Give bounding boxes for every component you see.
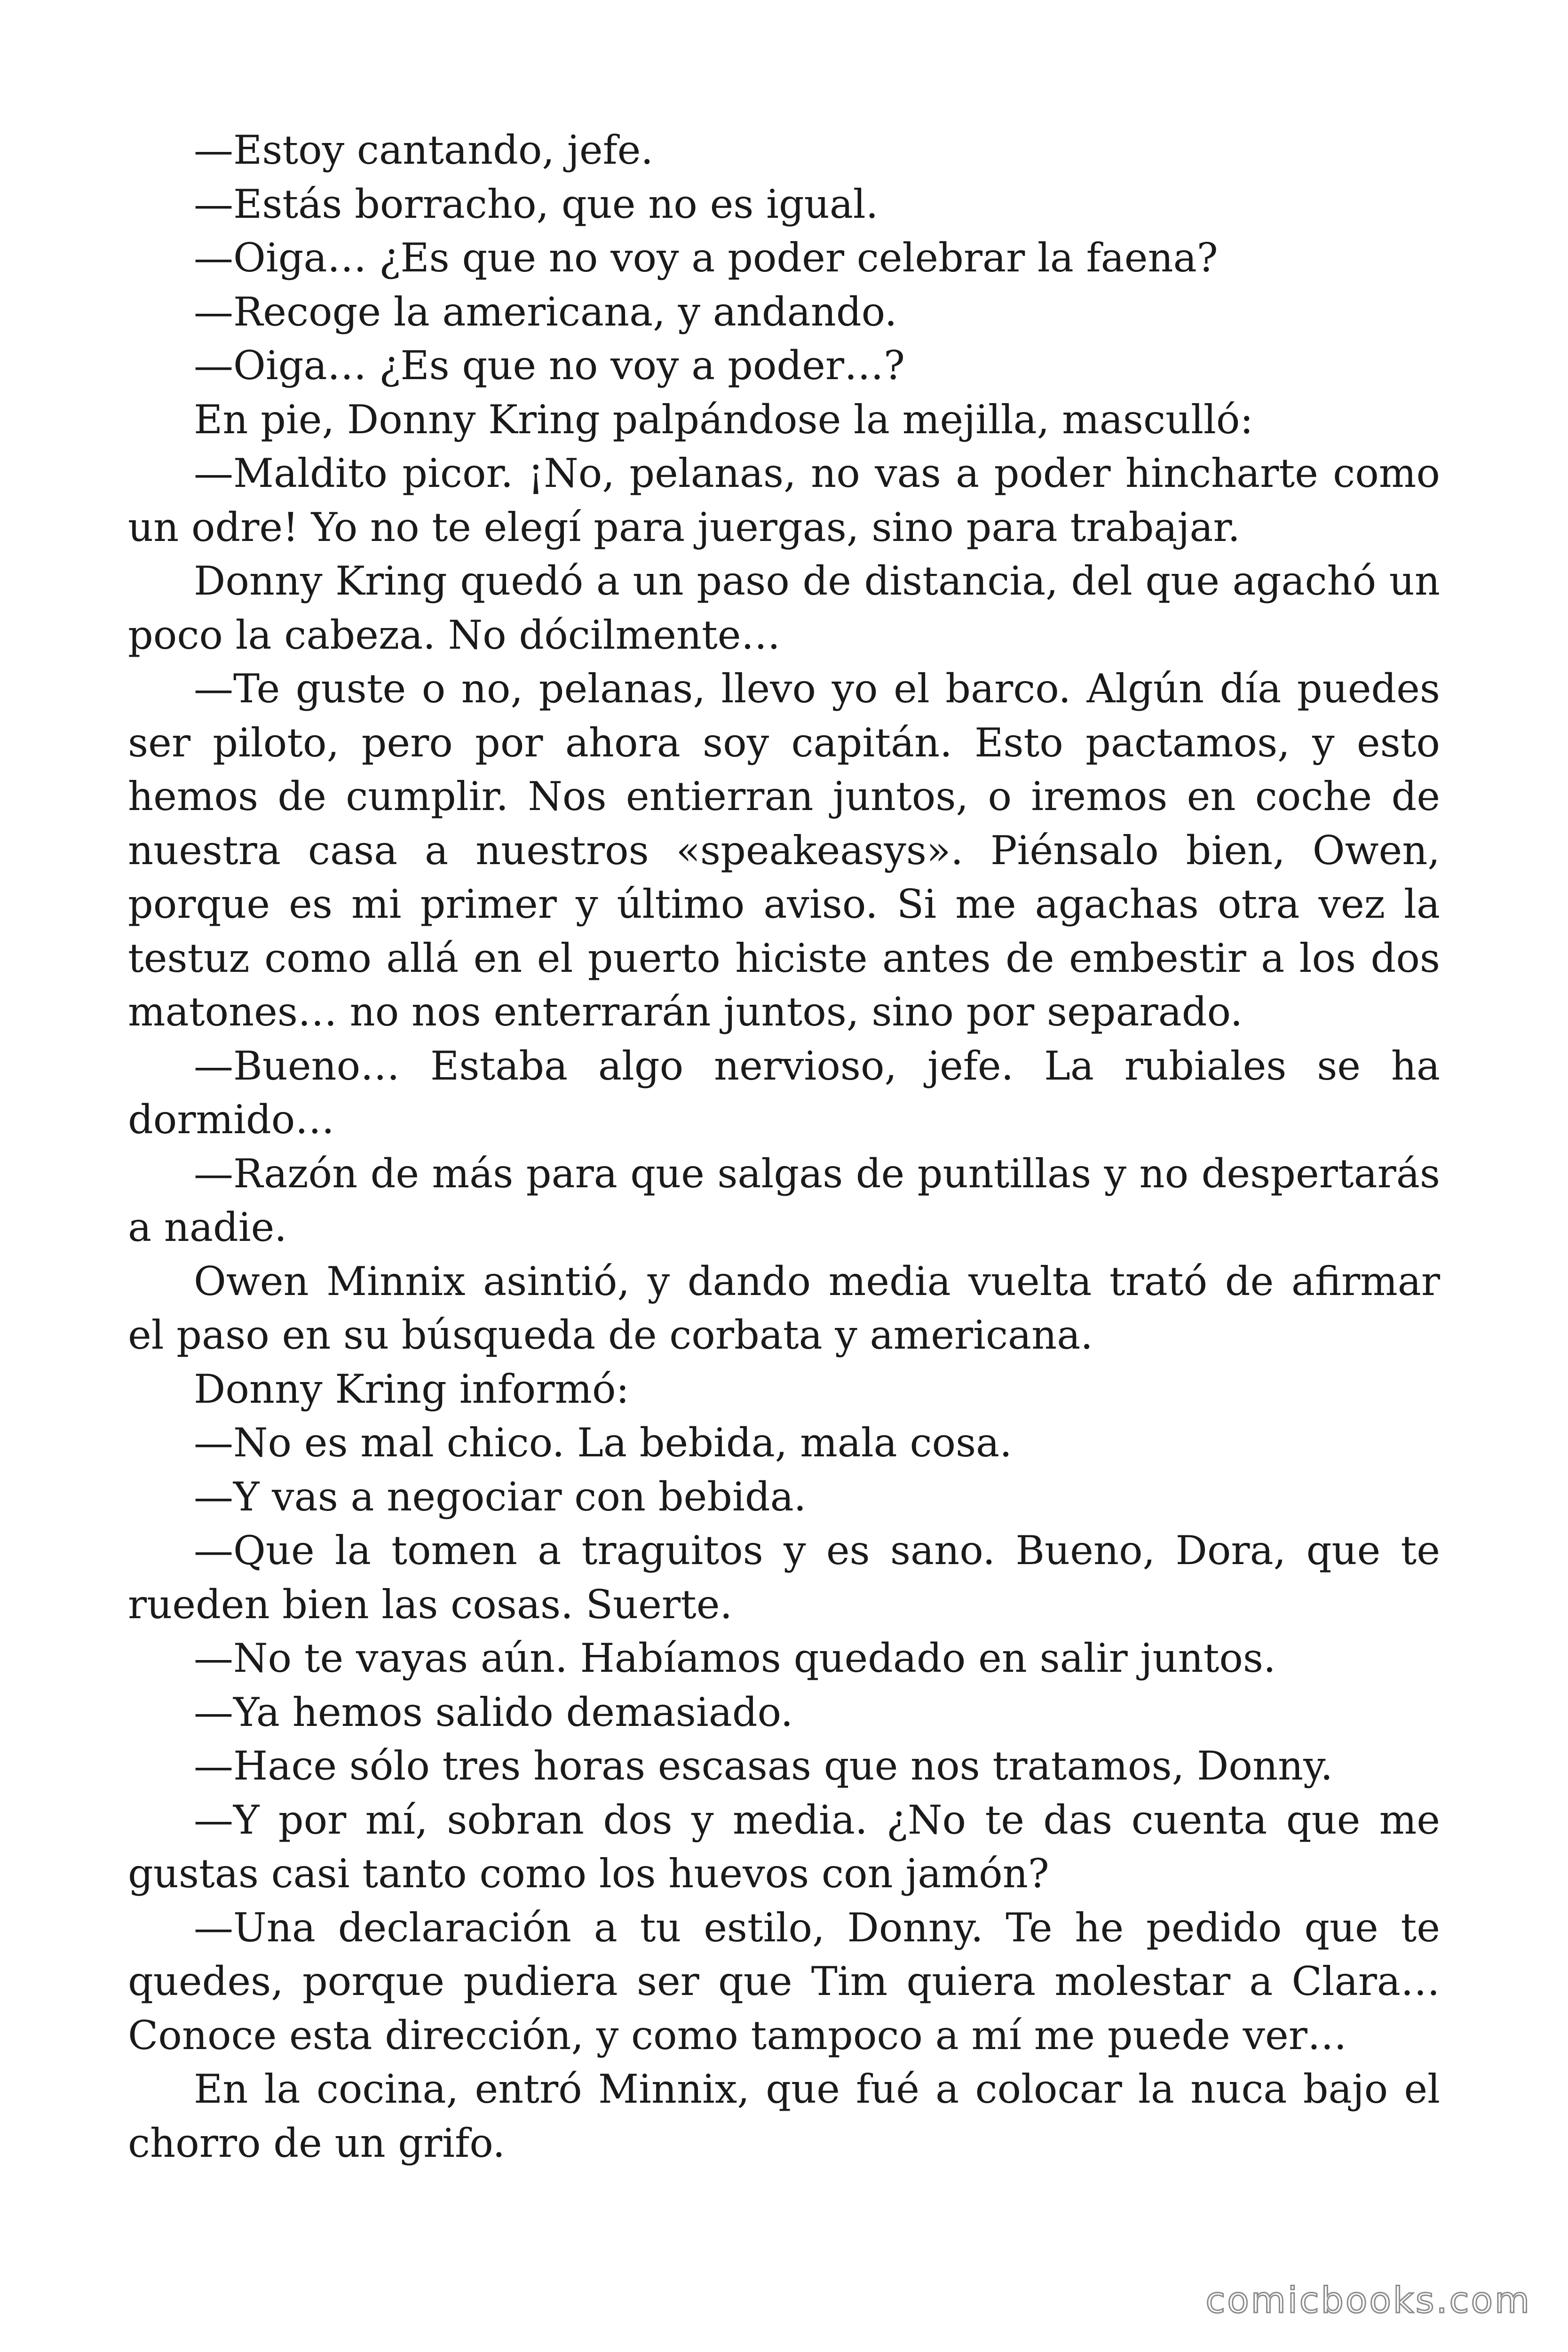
paragraph: —Estoy cantando, jefe. bbox=[194, 127, 654, 173]
paragraph: —Y vas a negociar con bebida. bbox=[194, 1473, 807, 1520]
paragraph: —Oiga… ¿Es que no voy a poder celebrar la faena? bbox=[194, 235, 1218, 281]
paragraph: En la cocina, entró Minnix, que fué a colocar la nuca bajo el chorro de un grifo. bbox=[128, 2066, 1440, 2166]
paragraph: —Maldito picor. ¡No, pelanas, no vas a poder hincharte como un odre! Yo no te elegí para juergas, sino para trabajar. bbox=[128, 450, 1440, 550]
paragraph: —Ya hemos salido demasiado. bbox=[194, 1689, 793, 1735]
paragraph: —No te vayas aún. Habíamos quedado en salir juntos. bbox=[194, 1635, 1276, 1681]
paragraph: —Recoge la americana, y andando. bbox=[194, 288, 897, 335]
paragraph: —Y por mí, sobran dos y media. ¿No te das cuenta que me gustas casi tanto como los huevos con jamón? bbox=[128, 1796, 1440, 1897]
paragraph: —Que la tomen a traguitos y es sano. Bueno, Dora, que te rueden bien las cosas. Suerte. bbox=[128, 1527, 1440, 1628]
paragraph: —Bueno… Estaba algo nervioso, jefe. La rubiales se ha dormido… bbox=[128, 1042, 1440, 1143]
paragraph: —Estás borracho, que no es igual. bbox=[194, 181, 879, 227]
paragraph: —No es mal chico. La bebida, mala cosa. bbox=[194, 1420, 1012, 1466]
paragraph: En pie, Donny Kring palpándose la mejilla, masculló: bbox=[194, 396, 1253, 443]
paragraph: Donny Kring informó: bbox=[194, 1366, 629, 1412]
paragraph: Owen Minnix asintió, y dando media vuelta trató de afirmar el paso en su búsqueda de corbata y americana. bbox=[128, 1258, 1440, 1358]
paragraph: —Te guste o no, pelanas, llevo yo el barco. Algún día puedes ser piloto, pero por ahora soy capitán. Esto pactamos, y esto hemos de cumplir. Nos entierran juntos, o iremos en coche de nuestra casa a nuestros «speakeasys». Piénsalo bien, Owen, porque es mi primer y último aviso. Si me agachas otra vez la testuz como allá en el puerto hiciste antes de embestir a los dos matones… no nos enterrarán juntos, sino por separado. bbox=[128, 666, 1440, 1035]
paragraph: —Hace sólo tres horas escasas que nos tratamos, Donny. bbox=[194, 1743, 1333, 1789]
paragraph: Donny Kring quedó a un paso de distancia, del que agachó un poco la cabeza. No dócilmente… bbox=[128, 558, 1440, 658]
watermark-logo: comicbooks.com bbox=[1205, 2279, 1531, 2321]
paragraph: —Una declaración a tu estilo, Donny. Te he pedido que te quedes, porque pudiera ser que Tim quiera molestar a Clara… Conoce esta dirección, y como tampoco a mí me puede ver… bbox=[128, 1904, 1440, 2058]
paragraph: —Oiga… ¿Es que no voy a poder…? bbox=[194, 342, 905, 389]
page-body-text bbox=[128, 123, 1440, 2170]
paragraph: —Razón de más para que salgas de puntillas y no despertarás a nadie. bbox=[128, 1150, 1440, 1250]
